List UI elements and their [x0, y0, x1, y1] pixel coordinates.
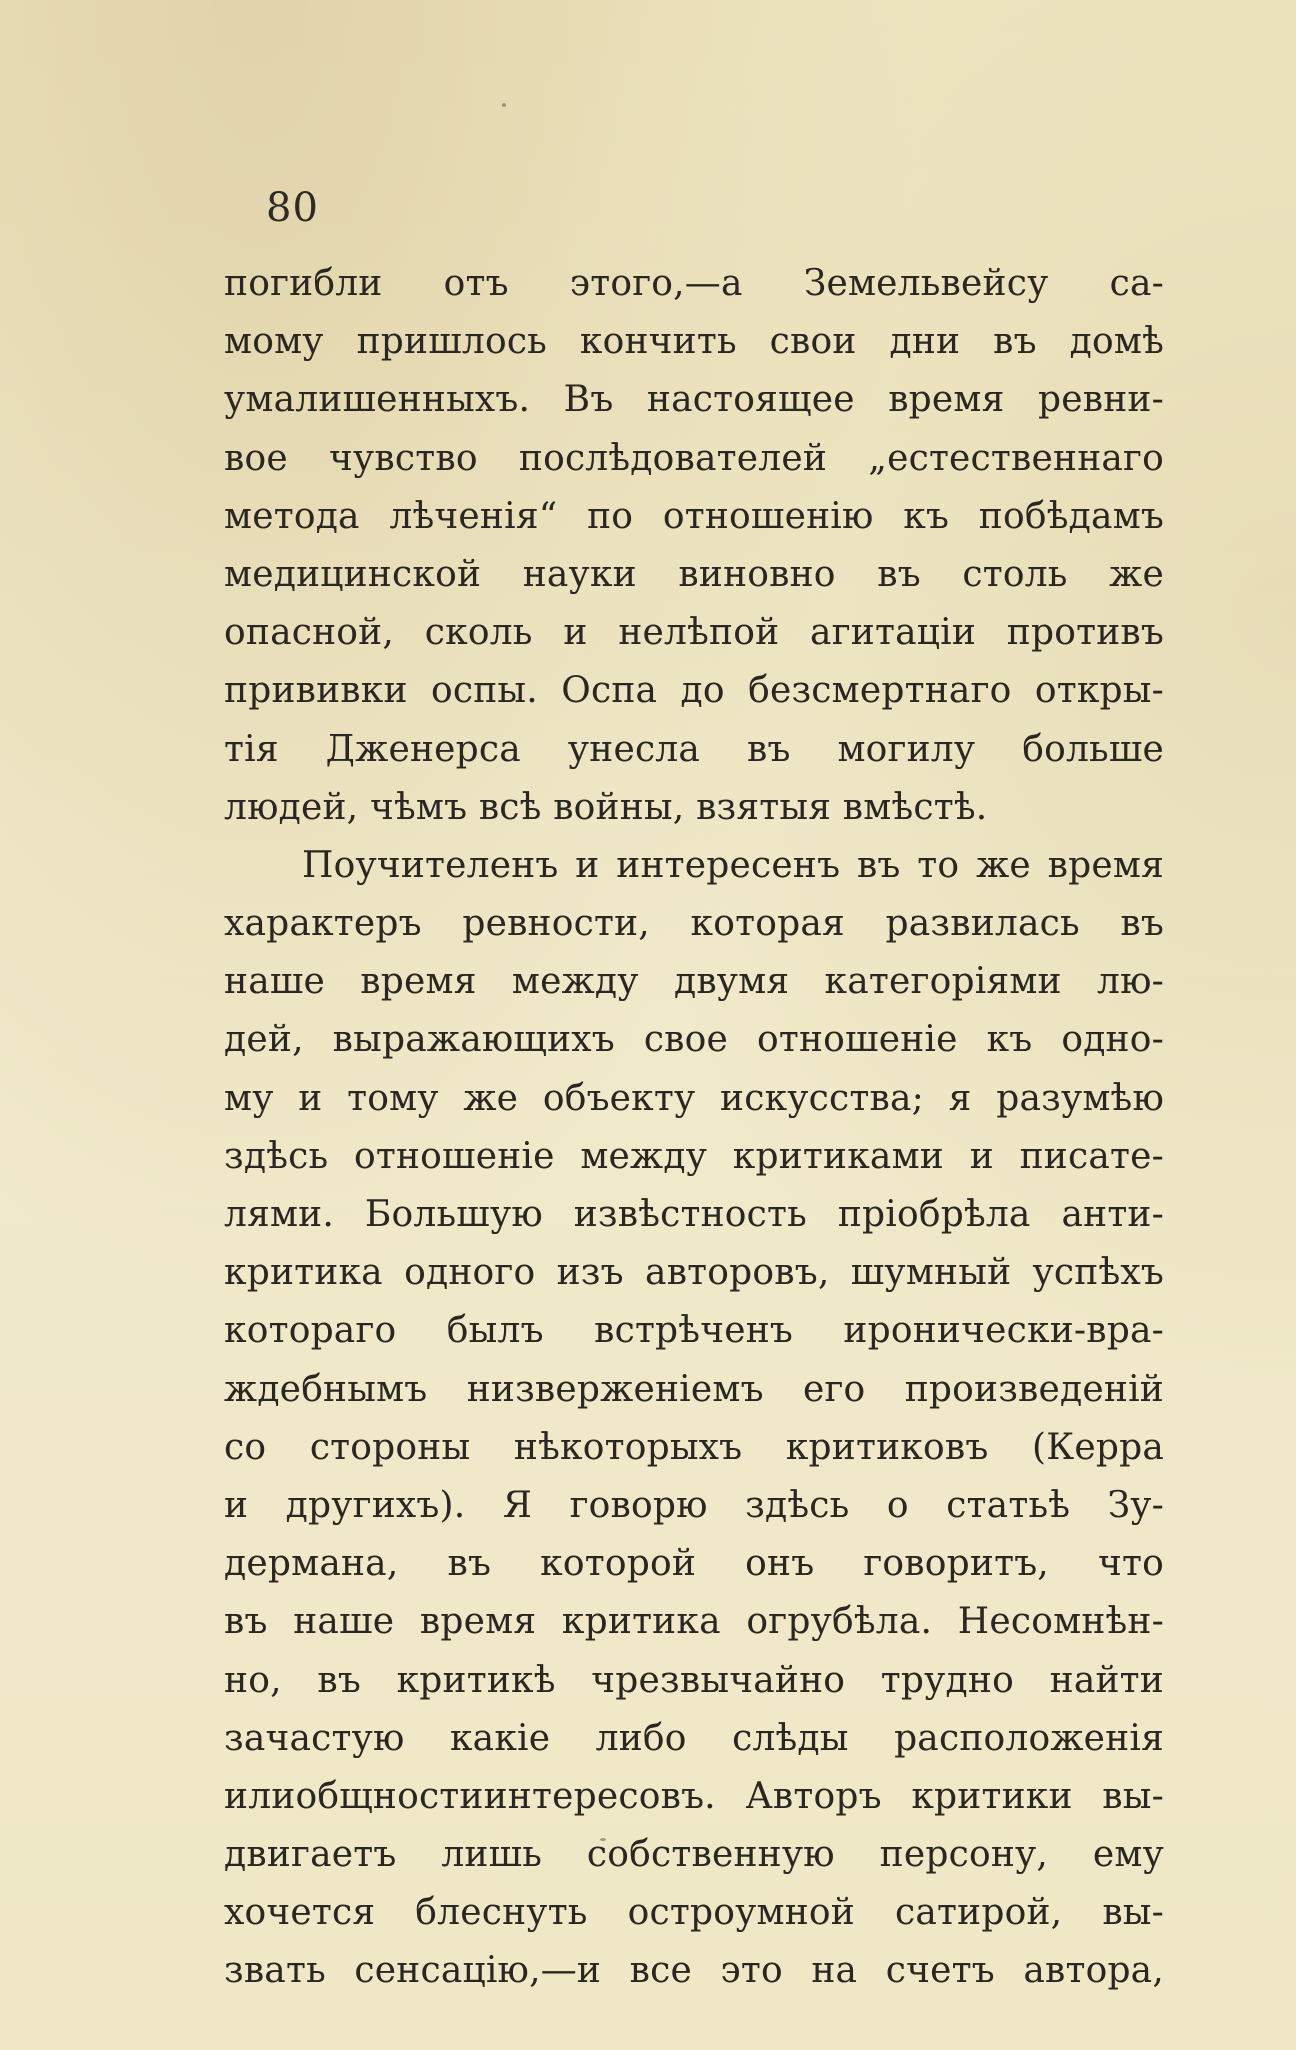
text-line: дермана, въ которой онъ говоритъ, что: [224, 1543, 1164, 1585]
text-line: хочется блеснуть остроумной сатирой, вы-: [224, 1892, 1164, 1934]
text-line: му и тому же объекту искусства; я разумѣю: [224, 1077, 1164, 1119]
text-line: людей, чѣмъ всѣ войны, взятыя вмѣстѣ.: [224, 786, 988, 828]
text-line: здѣсь отношеніе между критиками и писате-: [224, 1135, 1164, 1177]
text-line: погибли отъ этого,—а Земельвейсу са-: [224, 263, 1164, 304]
text-line: медицинской науки виновно въ столь же: [224, 553, 1164, 595]
text-line: прививки оспы. Оспа до безсмертнаго откры-: [224, 670, 1164, 712]
body-text: [224, 255, 1164, 2001]
paper-speck: [502, 103, 506, 107]
page-number: 80: [266, 185, 319, 231]
text-line: двигаетъ лишь собственную персону, ему: [224, 1834, 1164, 1876]
text-line: мому пришлось кончить свои дни въ домѣ: [224, 321, 1164, 363]
text-line: илиобщностиинтересовъ. Авторъ критики вы-: [224, 1775, 1164, 1817]
paragraph-first-line: Поучителенъ и интересенъ въ то же время: [302, 844, 1164, 886]
text-line: зачастую какіе либо слѣды расположенія: [224, 1717, 1164, 1759]
text-line: наше время между двумя категоріями лю-: [224, 961, 1164, 1003]
text-line: дей, выражающихъ свое отношеніе къ одно-: [224, 1019, 1164, 1061]
text-line: умалишенныхъ. Въ настоящее время ревни-: [224, 379, 1164, 421]
text-line: въ наше время критика огрубѣла. Несомнѣн-: [224, 1601, 1164, 1643]
text-line: и другихъ). Я говорю здѣсь о статьѣ Зу-: [224, 1484, 1164, 1526]
text-line: характеръ ревности, которая развилась въ: [224, 903, 1164, 945]
text-line: звать сенсацію,—и все это на счетъ автора,: [224, 1950, 1164, 1992]
text-line: лями. Большую извѣстность пріобрѣла анти-: [224, 1194, 1164, 1235]
text-line: метода лѣченія“ по отношенію къ побѣдамъ: [224, 495, 1164, 537]
text-line: критика одного изъ авторовъ, шумный успѣхъ: [224, 1252, 1164, 1294]
text-line: со стороны нѣкоторыхъ критиковъ (Керра: [224, 1426, 1164, 1468]
text-line: но, въ критикѣ чрезвычайно трудно найти: [224, 1659, 1164, 1701]
text-line: опасной, сколь и нелѣпой агитаціи противъ: [224, 612, 1164, 654]
text-line: ждебнымъ низверженіемъ его произведеній: [224, 1368, 1164, 1410]
text-line: тія Дженерса унесла въ могилу больше: [224, 728, 1164, 770]
text-line: котораго былъ встрѣченъ иронически-вра-: [224, 1310, 1164, 1352]
text-line: вое чувство послѣдователей „естественнаго: [224, 437, 1164, 479]
